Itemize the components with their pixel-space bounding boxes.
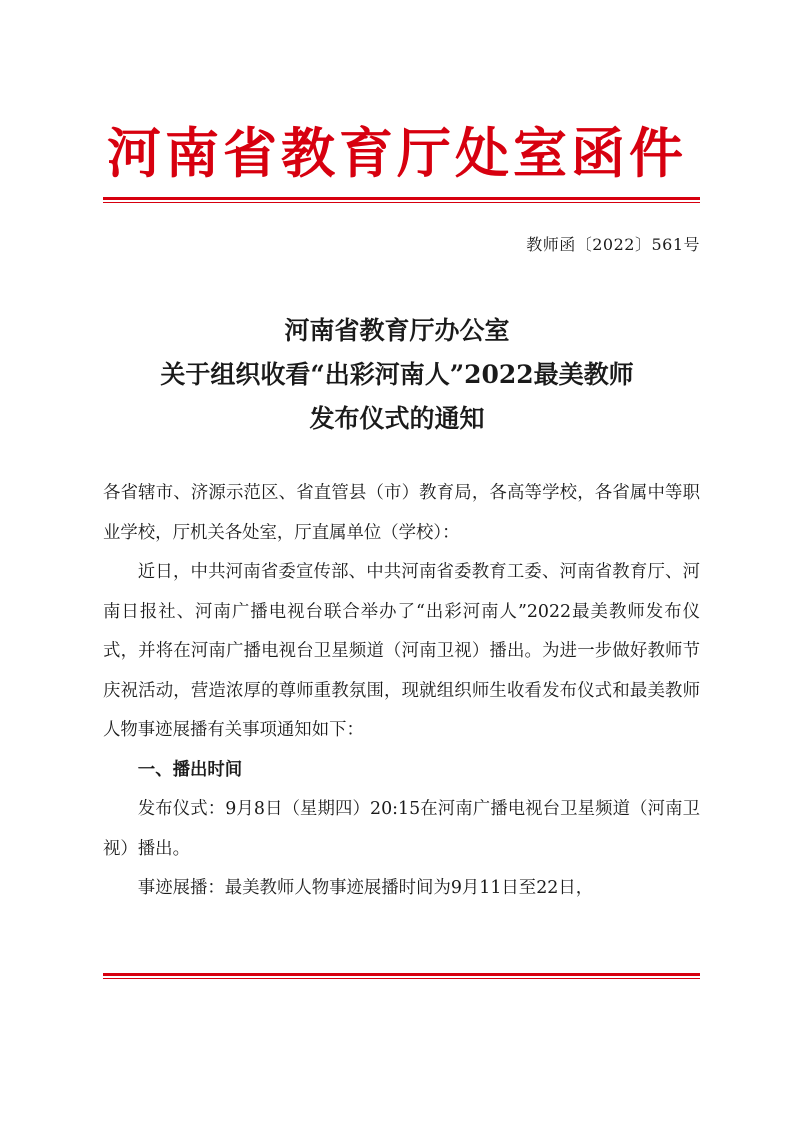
notice-title-line-1: 河南省教育厅办公室 [284, 316, 510, 345]
notice-title-line-3: 发布仪式的通知 [309, 404, 485, 433]
release-ceremony-paragraph: 发布仪式：9月8日（星期四）20:15在河南广播电视台卫星频道（河南卫视）播出。 [103, 799, 700, 859]
intro-paragraph: 近日，中共河南省委宣传部、中共河南省委教育工委、河南省教育厅、河南日报社、河南广播电视台联合举办了“出彩河南人”2022最美教师发布仪式，并将在河南广播电视台卫星频道（河南卫视）播出。为进一步做好教师节庆祝活动，营造浓厚的尊师重教氛围，现就组织师生收看发布仪式和最美教师人物事迹展播有关事项通知如下： [103, 562, 700, 740]
masthead-title: 河南省教育厅处室函件 [107, 121, 687, 185]
section-heading-broadcast-time: 一、播出时间 [137, 759, 243, 780]
footer-divider-thin [103, 978, 700, 979]
header-divider [103, 197, 700, 203]
notice-title-line-2: 关于组织收看“出彩河南人”2022最美教师 [160, 360, 634, 389]
notice-body [103, 474, 700, 909]
header-divider-thick [103, 197, 700, 200]
header-divider-thin [103, 202, 700, 203]
footer-divider-thick [103, 973, 700, 976]
document-number: 教师函〔2022〕561号 [526, 235, 700, 254]
story-broadcast-paragraph: 事迹展播：最美教师人物事迹展播时间为9月11日至22日， [137, 878, 594, 898]
footer-divider [103, 973, 700, 979]
recipients-paragraph: 各省辖市、济源示范区、省直管县（市）教育局，各高等学校，各省属中等职业学校，厅机关各处室，厅直属单位（学校）： [103, 483, 700, 543]
notice-title [0, 309, 794, 441]
